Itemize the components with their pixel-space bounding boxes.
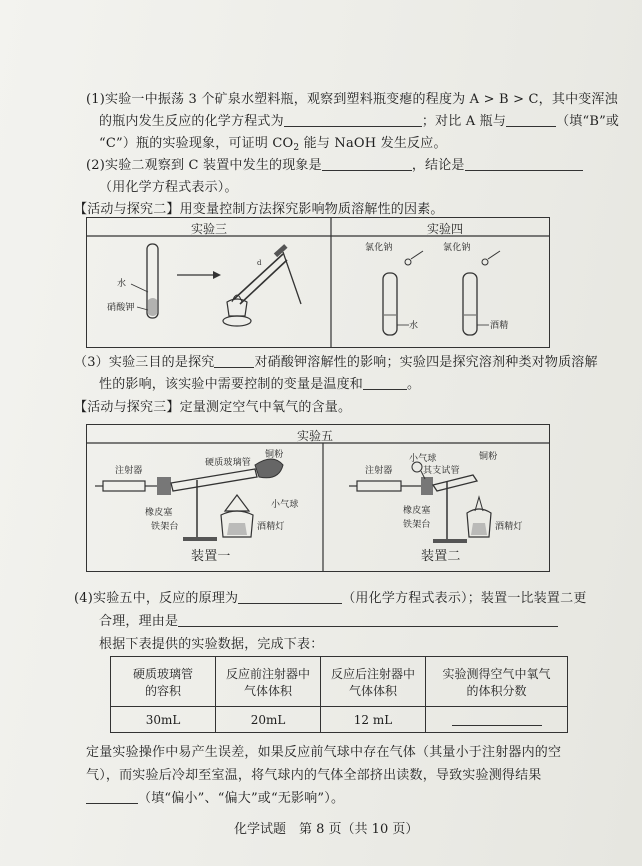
q1-line2 — [99, 113, 619, 130]
exp34-figure — [87, 218, 549, 347]
svg-text:d: d — [257, 259, 262, 267]
table-header-cell: 反应后注射器中 气体体积 — [321, 657, 426, 707]
label-water-left: 水 — [117, 279, 127, 289]
q4-text-a: (4)实验五中，反应的原理为 — [74, 591, 239, 606]
q1-line1: (1)实验一中振荡 3 个矿泉水塑料瓶，观察到塑料瓶变瘪的程度为 A > B > C，其中变浑浊 — [86, 92, 618, 107]
d2-label-lamp: 酒精灯 — [495, 522, 523, 532]
exp5-figure — [87, 425, 549, 571]
d2-caption: 装置二 — [421, 549, 461, 564]
exp3-heating-setup — [223, 244, 301, 326]
d1-label-glass-tube: 硬质玻璃管 — [205, 458, 252, 468]
q1-text-b: ；对比 A 瓶与 — [421, 114, 507, 129]
d2-label-clamp: 其支试管 — [423, 466, 460, 476]
q4-text-c: 合理，理由是 — [99, 614, 179, 629]
exp3-title: 实验三 — [191, 222, 228, 236]
table-cell: 12 mL — [321, 707, 426, 733]
d1-label-syringe: 注射器 — [115, 466, 143, 476]
q1-subscript: 2 — [293, 143, 300, 153]
label-alcohol: 酒精 — [490, 321, 509, 331]
para-line2: 气），而实验后冷却至室温，将气球内的气体全部挤出读数，导致实验测得结果 — [86, 768, 542, 783]
d2-label-copper: 铜粉 — [479, 452, 498, 462]
q3-line1 — [74, 354, 598, 371]
para-text: （填“偏小”、“偏大”或“无影响”）。 — [138, 791, 345, 806]
label-nacl-right: 氯化钠 — [443, 243, 471, 253]
q3-line2 — [99, 376, 420, 393]
q3-text-b: 对硝酸钾溶解性的影响；实验四是探究溶剂种类对物质溶解 — [254, 355, 598, 370]
para-answer-blank[interactable] — [86, 790, 138, 804]
q3-variable-blank[interactable] — [363, 376, 407, 390]
exp4-title: 实验四 — [427, 222, 464, 236]
table-cell: 20mL — [216, 707, 321, 733]
exp4-tubes — [383, 251, 500, 335]
label-kno3: 硝酸钾 — [107, 303, 135, 313]
q2-conclusion-blank[interactable] — [465, 157, 583, 171]
table-answer-blank[interactable] — [452, 712, 542, 726]
q1-text-a: 的瓶内发生反应的化学方程式为 — [99, 114, 284, 129]
experiment-data-table — [110, 656, 568, 733]
d2-label-balloon: 小气球 — [409, 454, 437, 464]
table-answer-cell[interactable] — [426, 707, 568, 733]
q4-line1 — [74, 590, 587, 607]
table-cell: 30mL — [111, 707, 216, 733]
d2-label-stopper: 橡皮塞 — [403, 506, 431, 516]
activity2-heading: 【活动与探究二】用变量控制方法探究影响物质溶解性的因素。 — [74, 202, 444, 217]
d2-label-stand: 铁架台 — [403, 520, 431, 530]
q4-reason-blank[interactable] — [178, 613, 558, 627]
q4-text-b: （用化学方程式表示）；装置一比装置二更 — [342, 591, 587, 606]
exp5-title: 实验五 — [297, 429, 334, 443]
table-header-cell: 实验测得空气中氧气 的体积分数 — [426, 657, 568, 707]
d1-label-balloon: 小气球 — [271, 500, 299, 510]
q2-phenomenon-blank[interactable] — [322, 157, 412, 171]
label-water-right: 水 — [409, 321, 419, 331]
d1-label-stand: 铁架台 — [151, 522, 179, 532]
para-line1: 定量实验操作中易产生误差，如果反应前气球中存在气体（其量小于注射器内的空 — [86, 745, 562, 760]
table-header-cell: 反应前注射器中 气体体积 — [216, 657, 321, 707]
q4-line2 — [99, 613, 558, 630]
d1-label-lamp: 酒精灯 — [257, 522, 285, 532]
q4-line3: 根据下表提供的实验数据，完成下表： — [99, 637, 324, 652]
para-line3 — [86, 790, 344, 807]
q2-text-a: (2)实验二观察到 C 装置中发生的现象是 — [86, 158, 322, 173]
exp34-panel — [86, 217, 550, 348]
activity3-heading: 【活动与探究三】定量测定空气中氧气的含量。 — [74, 400, 352, 415]
q2-text-b: ，结论是 — [411, 158, 465, 173]
exp5-panel — [86, 424, 550, 572]
table-header-cell: 硬质玻璃管 的容积 — [111, 657, 216, 707]
q4-equation-blank[interactable] — [238, 590, 342, 604]
q1-text-e: 能与 NaOH 发生反应。 — [299, 136, 447, 151]
q2-line2: （用化学方程式表示）。 — [99, 180, 238, 195]
q3-text-d: 。 — [407, 377, 421, 392]
q1-text-d: “C”）瓶的实验现象，可证明 CO — [99, 136, 294, 151]
q1-line3 — [99, 135, 447, 157]
q3-factor-blank[interactable] — [214, 354, 254, 368]
d1-caption: 装置一 — [191, 549, 231, 564]
q2-line1 — [86, 157, 583, 174]
page-footer: 化学试题 第 8 页（共 10 页） — [234, 822, 419, 837]
d2-label-syringe: 注射器 — [365, 466, 393, 476]
q1-equation-blank[interactable] — [284, 113, 422, 127]
d1-label-copper: 铜粉 — [265, 450, 284, 460]
label-nacl-left: 氯化钠 — [365, 243, 393, 253]
q1-text-c: （填“B”或 — [556, 114, 620, 129]
d1-label-stopper: 橡皮塞 — [145, 508, 173, 518]
q3-text-a: （3）实验三目的是探究 — [74, 355, 215, 370]
q3-text-c: 性的影响，该实验中需要控制的变量是温度和 — [99, 377, 364, 392]
q1-compare-blank[interactable] — [506, 113, 556, 127]
